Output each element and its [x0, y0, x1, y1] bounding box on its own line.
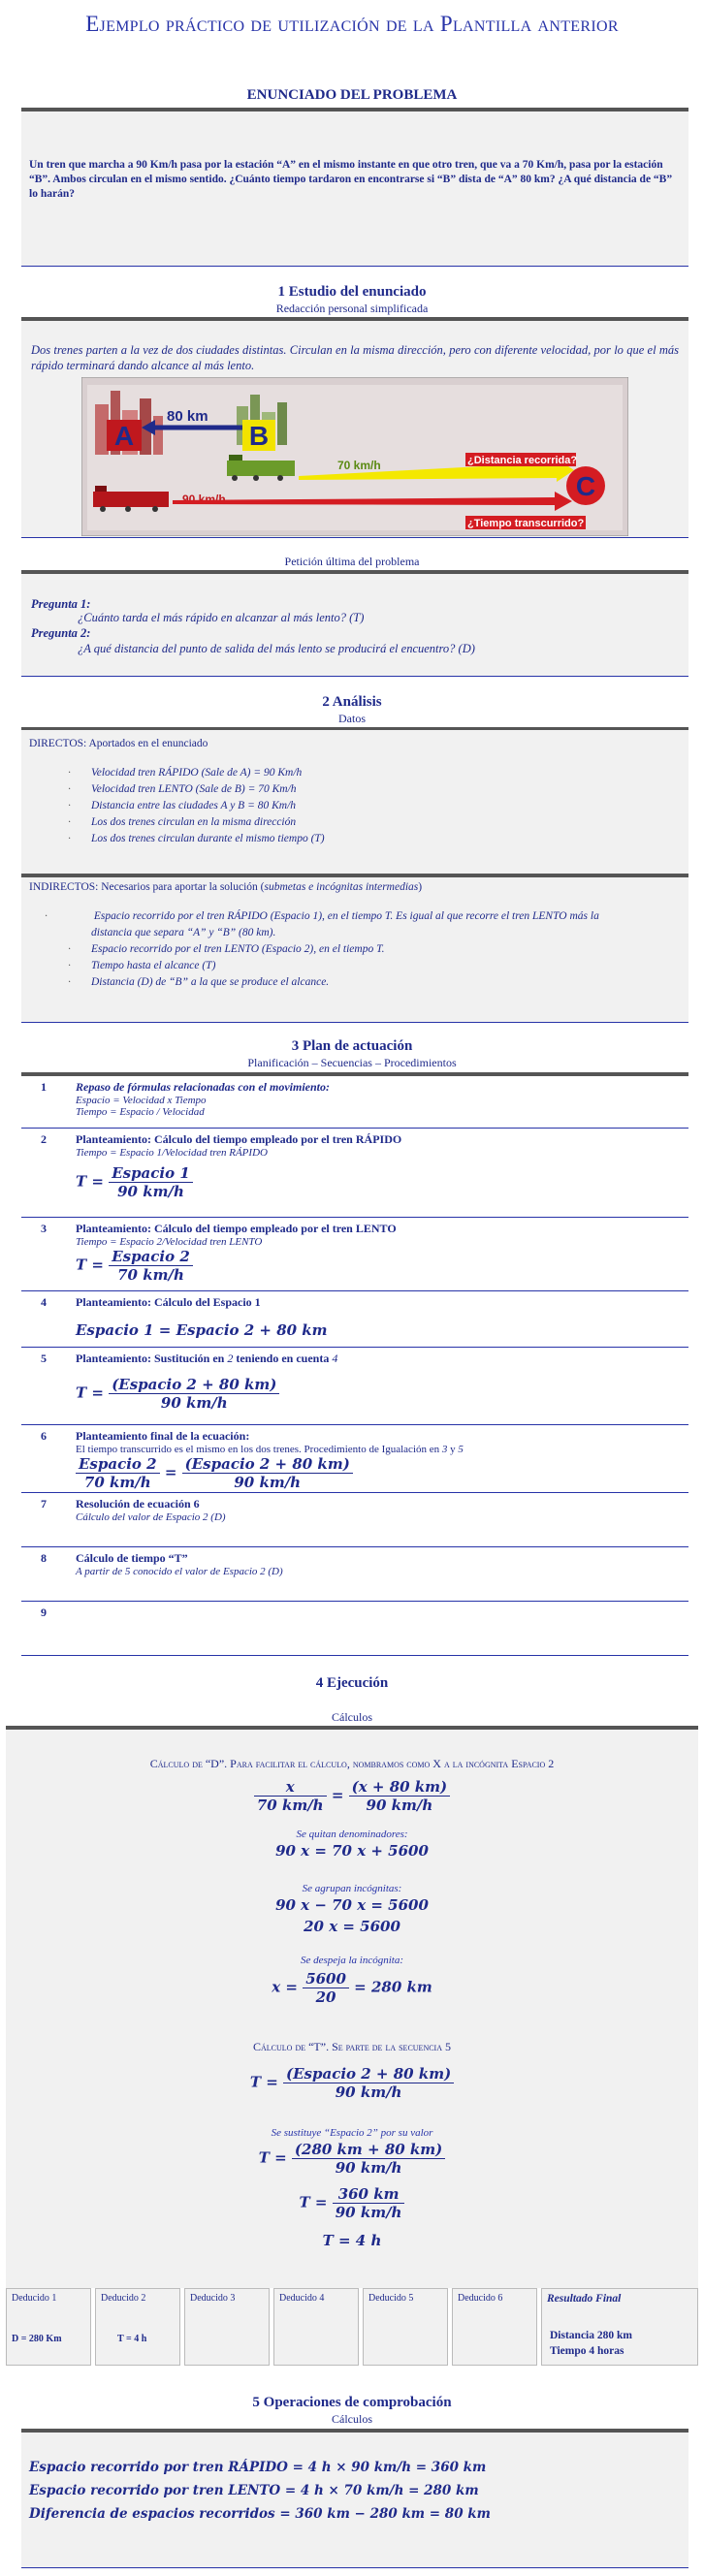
- estudio-text: Dos trenes parten a la vez de dos ciudades distintas. Circulan en la misma dirección, pero con diferente velocidad, por lo que el más rápido terminará dando alcance al más lento.: [31, 343, 679, 372]
- comprobacion-sub: Cálculos: [332, 2412, 372, 2426]
- calc-t-eq1: T = $\frac{(280 km + 80 km)}{90 km/h}$: [6, 2141, 698, 2177]
- directos-list: [68, 765, 325, 847]
- note-1: Se quitan denominadores:: [296, 1829, 408, 1840]
- calc-x: x = $\frac{5600}{20}$ = 280 km: [272, 1970, 432, 2006]
- deducido-4: Deducido 4: [273, 2288, 359, 2366]
- calc-d-eq0: $\frac{x}{70 km/h}$ = $\frac{(x + 80 km)}{90 km/h}$: [6, 1778, 698, 1814]
- calc-t-title: Cálculo de “T”. Se parte de la secuencia 5: [253, 2040, 451, 2053]
- list-item: · Velocidad tren LENTO (Sale de B) = 70 Km/h: [68, 781, 325, 798]
- check-line-3: Diferencia de espacios recorridos = 360 km − 280 km = 80 km: [29, 2506, 491, 2522]
- dist-label: 80 km: [167, 408, 208, 425]
- analisis-heading: 2 Análisis: [322, 694, 382, 710]
- ejecucion-panel: [6, 1726, 698, 2288]
- calc-d-title: Cálculo de “D”. Para facilitar el cálculo, nombramos como X a la incógnita Espacio 2: [149, 1757, 555, 1770]
- list-item: · Los dos trenes circulan en la misma dirección: [68, 814, 325, 831]
- list-item: · Velocidad tren RÁPIDO (Sale de A) = 90 Km/h: [68, 765, 325, 781]
- ejecucion-sub: Cálculos: [332, 1710, 372, 1724]
- note-2: Se agrupan incógnitas:: [302, 1883, 402, 1894]
- label-a: A: [113, 421, 135, 451]
- plan-step-8: 8 Cálculo de tiempo “T” A partir de 5 conocido el valor de Espacio 2 (D): [21, 1547, 688, 1602]
- peticion-heading: Petición última del problema: [284, 555, 420, 568]
- peticion-panel: [21, 570, 688, 677]
- plan-step-1: 1 Repaso de fórmulas relacionadas con el movimiento: Espacio = Velocidad x Tiempo Tiempo = Espacio / Velocidad: [21, 1076, 688, 1129]
- deducido-6: Deducido 6: [452, 2288, 537, 2366]
- analisis-sub: Datos: [338, 712, 366, 725]
- formula-t-e2: T = $\frac{\text{Espacio 2}}{70 km/h}$: [76, 1248, 677, 1284]
- list-item: · Espacio recorrido por el tren LENTO (Espacio 2), en el tiempo T.: [68, 941, 630, 958]
- resultado-final: Resultado Final Distancia 280 km Tiempo 4 horas: [541, 2288, 698, 2366]
- enunciado-heading: ENUNCIADO DEL PROBLEMA: [246, 87, 458, 103]
- estudio-sub: Redacción personal simplificada: [275, 302, 429, 315]
- enunciado-panel: [21, 108, 688, 267]
- estudio-panel: [21, 317, 688, 538]
- formula-equation: $\frac{\text{Espacio 2}}{70 km/h}$ = $\frac{\text{(Espacio 2 + 80 km)}}{90 km/h}$: [76, 1455, 677, 1491]
- plan-heading: 3 Plan de actuación: [291, 1038, 413, 1054]
- deducido-1: Deducido 1 D = 280 Km: [6, 2288, 91, 2366]
- pregunta1-text: ¿Cuánto tarda el más rápido en alcanzar al más lento? (T): [78, 611, 365, 624]
- enunciado-text: Un tren que marcha a 90 Km/h pasa por la estación “A” en el mismo instante en que otro tren, que va a 70 Km/h, pasa por la estación “B”. Ambos circulan en el mismo sentido. ¿Cuánto tiempo tardaron en encontrarse si “B” dista de “A” 80 km? ¿A qué distancia de “B” lo harán?: [29, 159, 673, 200]
- calc-eq3: 20 x = 5600: [304, 1918, 400, 1935]
- plan-step-4: 4 Planteamiento: Cálculo del Espacio 1 Espacio 1 = Espacio 2 + 80 km: [21, 1291, 688, 1348]
- plan-step-2: 2 Planteamiento: Cálculo del tiempo empleado por el tren RÁPIDO Tiempo = Espacio 1/Velocidad tren RÁPIDO T = $\frac{\text{Espacio 1}}{90 km/h}$: [21, 1129, 688, 1218]
- plan-step-7: 7 Resolución de ecuación 6 Cálculo del valor de Espacio 2 (D): [21, 1493, 688, 1547]
- list-item: · Los dos trenes circulan durante el mismo tiempo (T): [68, 831, 325, 847]
- trains-illustration: [81, 377, 628, 536]
- formula-t-e1: T = $\frac{\text{Espacio 1}}{90 km/h}$: [76, 1164, 677, 1200]
- list-item: · Espacio recorrido por el tren RÁPIDO (Espacio 1), en el tiempo T. Es igual al que recorre el tren LENTO más la distancia que separa “A” y “B” (80 km).: [68, 908, 630, 941]
- formula-e1: Espacio 1 = Espacio 2 + 80 km: [76, 1321, 328, 1339]
- directos-label: DIRECTOS: Aportados en el enunciado: [29, 738, 208, 749]
- indirectos-label: INDIRECTOS: Necesarios para aportar la solución (submetas e incógnitas intermedias): [29, 881, 423, 893]
- check-line-1: Espacio recorrido por tren RÁPIDO = 4 h × 90 km/h = 360 km: [29, 2460, 487, 2475]
- estudio-heading: 1 Estudio del enunciado: [277, 284, 427, 300]
- pregunta1-label: Pregunta 1:: [31, 597, 91, 611]
- label-c: C: [575, 471, 596, 501]
- plan-sub: Planificación – Secuencias – Procedimientos: [247, 1056, 457, 1069]
- q-time-label: ¿Tiempo transcurrido?: [467, 518, 585, 529]
- comprobacion-heading: 5 Operaciones de comprobación: [252, 2395, 452, 2410]
- list-item: · Distancia entre las ciudades A y B = 80 Km/h: [68, 798, 325, 814]
- calc-t-final: T = 4 h: [322, 2232, 382, 2249]
- calc-eq1: 90 x = 70 x + 5600: [275, 1842, 429, 1860]
- label-b: B: [248, 421, 270, 451]
- page-title: Ejemplo práctico de utilización de la Plantilla anterior: [85, 12, 619, 36]
- indirectos-list: [68, 908, 630, 991]
- analisis-panel: [21, 727, 688, 1023]
- pregunta2-text: ¿A qué distancia del punto de salida del más lento se producirá el encuentro? (D): [78, 642, 475, 655]
- check-line-2: Espacio recorrido por tren LENTO = 4 h × 70 km/h = 280 km: [29, 2483, 479, 2498]
- formula-t-sub: T = $\frac{\text{(Espacio 2 + 80 km)}}{90 km/h}$: [76, 1376, 677, 1412]
- plan-step-5: 5 Planteamiento: Sustitución en 2 teniendo en cuenta 4 T = $\frac{\text{(Espacio 2 + 80 km)}}{90 km/h}$: [21, 1348, 688, 1425]
- plan-step-9: 9: [21, 1602, 688, 1656]
- ejecucion-heading: 4 Ejecución: [315, 1675, 389, 1691]
- note-3: Se despeja la incógnita:: [300, 1955, 403, 1966]
- comprobacion-panel: [21, 2429, 688, 2568]
- list-item: · Tiempo hasta el alcance (T): [68, 958, 630, 974]
- speed-slow-label: 70 km/h: [337, 459, 381, 472]
- deducido-2: Deducido 2 T = 4 h: [95, 2288, 180, 2366]
- calc-eq2: 90 x − 70 x = 5600: [275, 1896, 429, 1914]
- pregunta2-label: Pregunta 2:: [31, 626, 91, 640]
- calc-t-eq2: T = $\frac{360 km}{90 km/h}$: [6, 2185, 698, 2221]
- speed-fast-label: 90 km/h: [182, 493, 226, 506]
- plan-step-3: 3 Planteamiento: Cálculo del tiempo empleado por el tren LENTO Tiempo = Espacio 2/Velocidad tren LENTO T = $\frac{\text{Espacio 2}}{70 km/h}$: [21, 1218, 688, 1291]
- plan-step-6: 6 Planteamiento final de la ecuación: El tiempo transcurrido es el mismo en los dos trenes. Procedimiento de Igualación en 3 y 5 $\frac{\text{Espacio 2}}{70 km/h}$ = $\frac{\text{(Espacio 2 + 80 km)}}{90 km/h}$: [21, 1425, 688, 1493]
- calc-t-eq0: T = $\frac{\text{(Espacio 2 + 80 km)}}{90 km/h}$: [6, 2065, 698, 2101]
- q-dist-label: ¿Distancia recorrida?: [467, 455, 578, 466]
- list-item: · Distancia (D) de “B” a la que se produce el alcance.: [68, 974, 630, 991]
- deducido-3: Deducido 3: [184, 2288, 270, 2366]
- note-4: Se sustituye “Espacio 2” por su valor: [271, 2127, 433, 2139]
- deducido-5: Deducido 5: [363, 2288, 448, 2366]
